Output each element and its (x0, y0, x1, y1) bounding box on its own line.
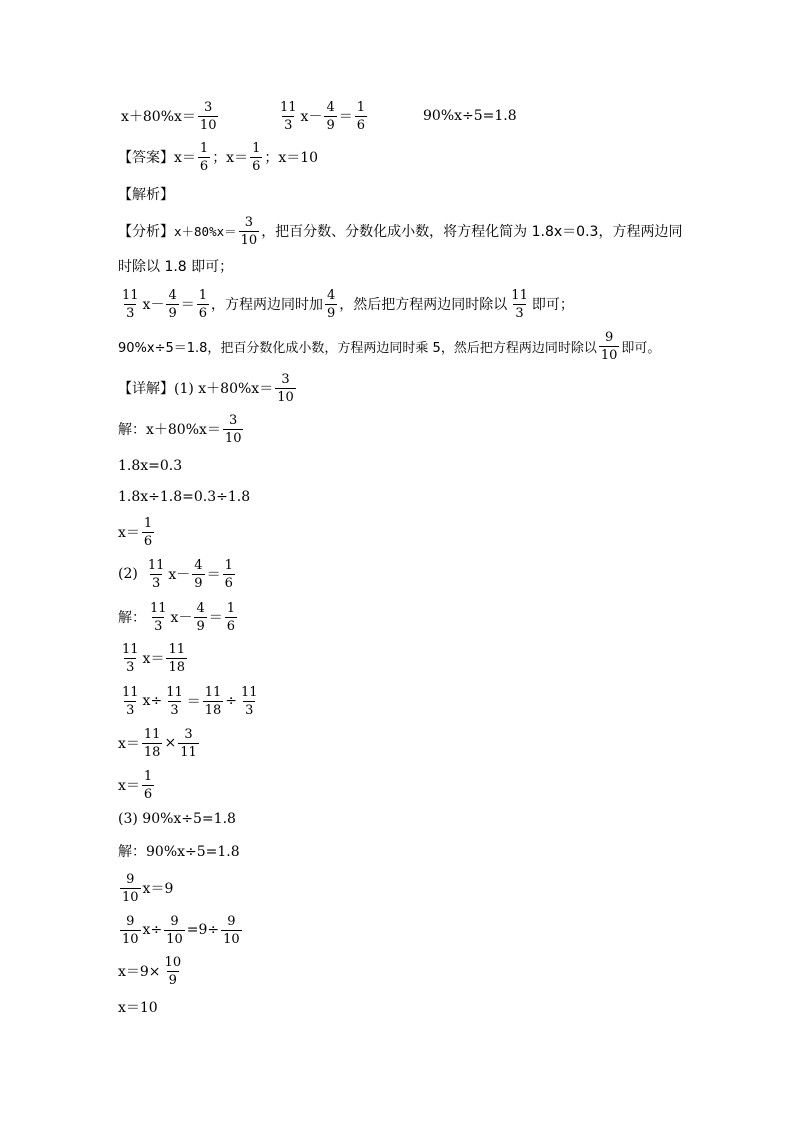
fraction: $\frac{11}{3}$ (511, 287, 528, 321)
fraction: $\frac{3}{10}$ (277, 371, 294, 405)
fraction: $\frac{11}{3}$ (280, 99, 297, 133)
fraction: $\frac{1}{6}$ (224, 557, 233, 591)
step: x＝ $\frac{11}{18}$ × $\frac{3}{11}$ (118, 726, 197, 760)
problem-2: $\frac{11}{3}$ x－ $\frac{4}{9}$ ＝ $\frac{1}{6}$ (280, 99, 366, 133)
answer-label: 【答案】 (118, 150, 174, 166)
fraction: $\frac{1}{6}$ (198, 287, 208, 321)
fraction: $\frac{3}{10}$ (224, 412, 242, 446)
fraction: $\frac{11}{18}$ (204, 684, 222, 718)
step: x＝9× $\frac{10}{9}$ (118, 954, 182, 988)
analysis-line-4: 90%x÷5＝1.8，把百分数化成小数，方程两边同时乘 5，然后把方程两边同时除以 $\frac{9}{10}$ 即可。 (118, 329, 661, 363)
fraction: $\frac{4}{9}$ (196, 600, 205, 634)
step: x＝ $\frac{1}{6}$ (118, 515, 153, 549)
fraction: $\frac{1}{6}$ (356, 99, 366, 133)
problem-1: x＋80%x＝ $\frac{3}{10}$ (121, 99, 217, 133)
step: 解：90%x÷5=1.8 (118, 844, 240, 860)
analysis-label: 【分析】 (118, 224, 174, 240)
analysis-line-2: 时除以 1.8 即可； (118, 259, 234, 275)
fraction: $\frac{11}{18}$ (168, 641, 185, 675)
fraction: $\frac{3}{10}$ (199, 99, 217, 133)
fraction: $\frac{4}{9}$ (327, 287, 336, 321)
fraction: $\frac{3}{11}$ (180, 726, 197, 760)
fraction: $\frac{1}{6}$ (226, 600, 236, 634)
fraction: $\frac{1}{6}$ (252, 140, 261, 174)
analysis-header: 【解析】 (118, 187, 174, 203)
fraction: $\frac{9}{10}$ (122, 871, 139, 905)
fraction: $\frac{1}{6}$ (199, 140, 209, 174)
fraction: $\frac{11}{3}$ (147, 557, 165, 591)
analysis-line-1: 【分析】 x＋80%x＝ $\frac{3}{10}$ ，把百分数、分数化成小数，将方程化简为 1.8x＝0.3，方程两边同 (118, 214, 683, 248)
step: x＝10 (118, 1000, 158, 1016)
fraction: $\frac{1}{6}$ (143, 515, 153, 549)
step: (3) 90%x÷5=1.8 (118, 811, 236, 827)
step: 1.8x÷1.8=0.3÷1.8 (118, 489, 251, 505)
fraction: $\frac{11}{3}$ (241, 684, 258, 718)
step: x＝ $\frac{1}{6}$ (118, 768, 153, 802)
step: 解： $\frac{11}{3}$ x－ $\frac{4}{9}$ ＝ $\frac{1}{6}$ (118, 600, 236, 634)
analysis-line-3: $\frac{11}{3}$ x－ $\frac{4}{9}$ ＝ $\frac{1}{6}$ ，方程两边同时加 $\frac{4}{9}$ ，然后把方程两边同时除以 $\frac{11}{3}$ 即可； (122, 287, 574, 321)
fraction: $\frac{11}{18}$ (143, 726, 161, 760)
fraction: $\frac{9}{10}$ (122, 913, 139, 947)
fraction: $\frac{11}{3}$ (150, 600, 167, 634)
fraction: $\frac{11}{3}$ (122, 641, 139, 675)
fraction: $\frac{10}{9}$ (164, 954, 182, 988)
detail-label: 【详解】 (118, 381, 174, 397)
fraction: $\frac{9}{10}$ (166, 913, 183, 947)
step: $\frac{9}{10}$ x÷ $\frac{9}{10}$ =9÷ $\frac{9}{10}$ (122, 913, 240, 947)
fraction: $\frac{4}{9}$ (168, 287, 177, 321)
step: (2) $\frac{11}{3}$ x－ $\frac{4}{9}$ ＝ $\frac{1}{6}$ (118, 557, 233, 591)
step: 1.8x=0.3 (118, 458, 183, 474)
fraction: $\frac{4}{9}$ (194, 557, 203, 591)
fraction: $\frac{4}{9}$ (326, 99, 335, 133)
fraction: $\frac{11}{3}$ (122, 684, 139, 718)
fraction: $\frac{11}{3}$ (122, 287, 139, 321)
step: 解：x＋80%x＝ $\frac{3}{10}$ (118, 412, 242, 446)
step: $\frac{9}{10}$ x＝9 (122, 871, 174, 905)
step: $\frac{11}{3}$ x÷ $\frac{11}{3}$ ＝ $\frac{11}{18}$ ÷ $\frac{11}{3}$ (122, 684, 258, 718)
answer-line: 【答案】 x＝ $\frac{1}{6}$ ；x＝ $\frac{1}{6}$ ；x＝10 (118, 140, 319, 174)
problem-3: 90%x÷5=1.8 (423, 108, 517, 124)
fraction: $\frac{11}{3}$ (166, 684, 183, 718)
fraction: $\frac{9}{10}$ (223, 913, 240, 947)
fraction: $\frac{9}{10}$ (600, 329, 618, 363)
detail-line-1: 【详解】 (1) x＋80%x＝ $\frac{3}{10}$ (118, 371, 294, 405)
step: $\frac{11}{3}$ x＝ $\frac{11}{18}$ (122, 641, 185, 675)
fraction: $\frac{3}{10}$ (240, 214, 258, 248)
fraction: $\frac{1}{6}$ (143, 768, 153, 802)
